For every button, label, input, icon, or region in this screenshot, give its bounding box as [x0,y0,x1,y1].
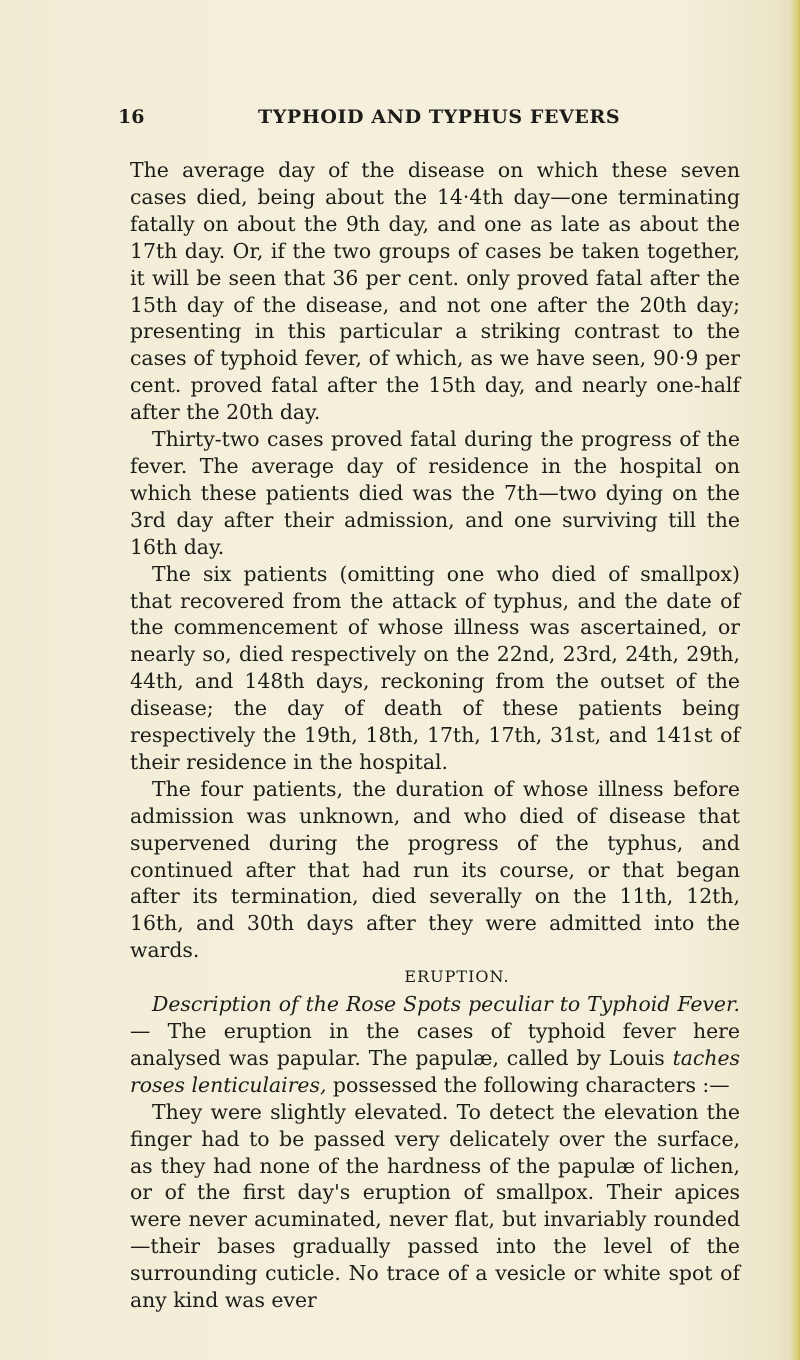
page-header [118,106,738,134]
section-intro-end: possessed the following characters :— [326,1072,730,1097]
paragraph: The six patients (omitting one who died of smallpox) that recovered from the attack of typhus, and the date of the commencement of whose illness was ascertained, or nearly so, died respectively on the 22nd, 23rd, 24th, 29th, 44th, and 148th days, reckoning from the outset of the disease; the day of death of these patients being respectively the 19th, 18th, 17th, 17th, 31st, and 141st of their residence in the hospital. [130,561,740,774]
paragraph: The four patients, the duration of whose illness before admission was unknown, and who died of disease that supervened during the progress of the typhus, and continued after that had run its course, or that began after its termination, died severally on the 11th, 12th, 16th, and 30th days after they were admitted into the wards. [130,776,740,963]
body-text [130,157,740,1314]
page-edge-shadow [790,0,800,1360]
section-intro-text: The eruption in the cases of typhoid fever here analysed was papular. The papulæ, called by Louis [130,1019,740,1070]
section-heading [130,964,740,991]
section-intro-paragraph [130,991,740,1099]
paragraph: Thirty-two cases proved fatal during the progress of the fever. The average day of residence in the hospital on which these patients died was the 7th—two dying on the 3rd day after their admission, and one surviving till the 16th day. [130,427,740,559]
running-head: TYPHOID AND TYPHUS FEVERS [258,106,621,128]
paragraph: They were slightly elevated. To detect the elevation the finger had to be passed very delicately over the surface, as they had none of the hardness of the papulæ of lichen, or of the first day's eruption of smallpox. Their apices were never acuminated, never flat, but invariably rounded—their bases gradually passed into the level of the surrounding cuticle. No trace of a vesicle or white spot of any kind was ever [130,1099,740,1313]
section-subheading: Description of the Rose Spots peculiar to Typhoid Fever.— [130,992,740,1043]
french-term: taches roses lenticulaires, [130,1045,740,1097]
paragraph: The average day of the disease on which these seven cases died, being about the 14·4th day—one terminating fatally on about the 9th day, and one as late as about the 17th day. Or, if the two groups of cases be taken together, it will be seen that 36 per cent. only proved fatal after the 15th day of the disease, and not one after the 20th day; presenting in this particular a striking contrast to the cases of typhoid fever, of which, as we have seen, 90·9 per cent. proved fatal after the 15th day, and nearly one-half after the 20th day. [130,158,740,425]
section-heading-text: ERUPTION. [404,967,510,987]
page-number: 16 [118,106,145,128]
